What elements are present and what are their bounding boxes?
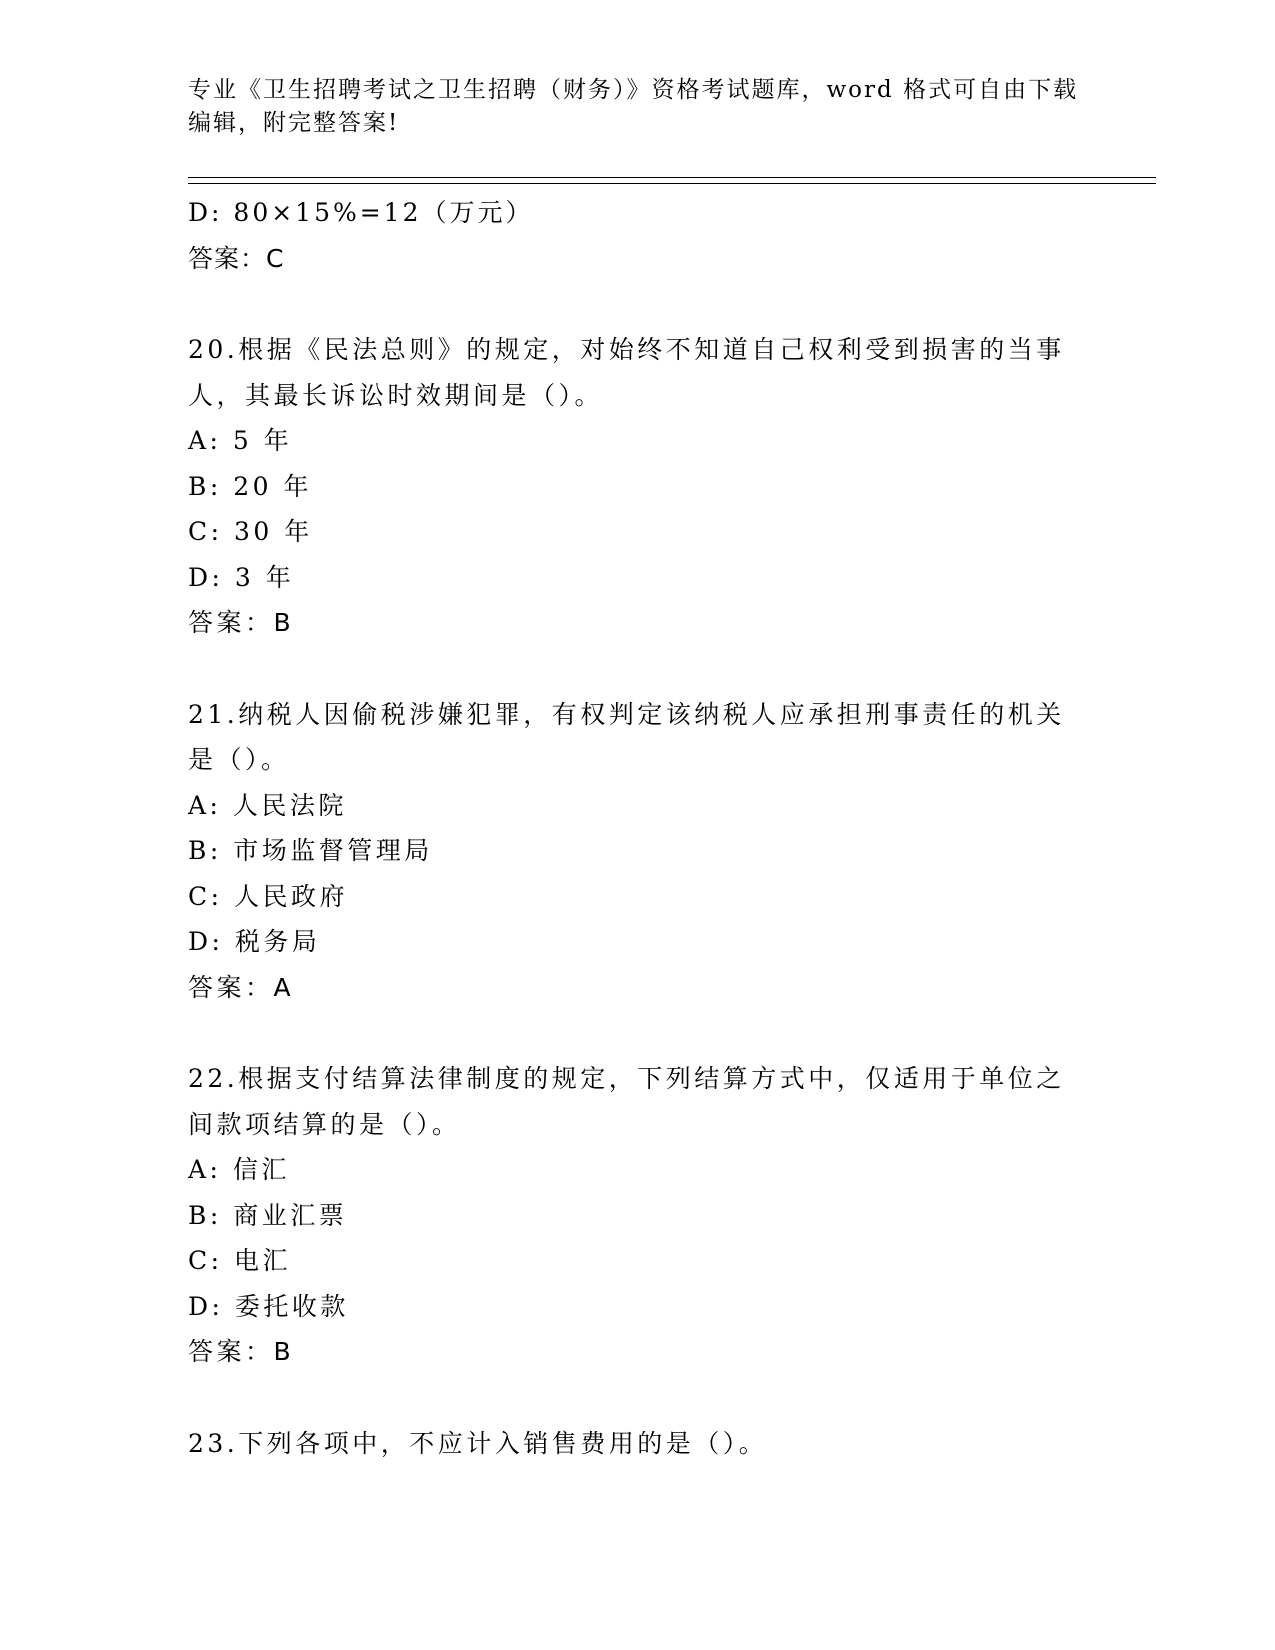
- option-d: D: 税务局: [188, 927, 321, 956]
- document-header: [188, 74, 1088, 140]
- option-a: A: 信汇: [188, 1155, 290, 1184]
- question-text-line-1: 23.下列各项中，不应计入销售费用的是（）。: [188, 1428, 768, 1458]
- option-d: D: 80×15%=12（万元）: [188, 198, 534, 227]
- question-21: [188, 692, 1088, 1011]
- header-line-2: 编辑，附完整答案!: [188, 110, 400, 136]
- question-text-line-1: 20.根据《民法总则》的规定，对始终不知道自己权利受到损害的当事: [188, 335, 1065, 364]
- option-d: D: 委托收款: [188, 1291, 349, 1321]
- question-text-line-1: 22.根据支付结算法律制度的规定，下列结算方式中，仅适用于单位之: [188, 1064, 1065, 1093]
- question-text-line-1: 21.纳税人因偷税涉嫌犯罪，有权判定该纳税人应承担刑事责任的机关: [188, 699, 1065, 729]
- answer: 答案：B: [188, 1337, 295, 1366]
- option-c: C: 30 年: [188, 517, 313, 546]
- option-a: A: 人民法院: [188, 790, 347, 820]
- question-text-line-2: 间款项结算的是（）。: [188, 1109, 461, 1139]
- option-b: B: 20 年: [188, 471, 312, 501]
- option-b: B: 商业汇票: [188, 1200, 348, 1230]
- option-c: C: 电汇: [188, 1246, 291, 1275]
- header-divider-top: [188, 177, 1156, 178]
- option-c: C: 人民政府: [188, 881, 348, 911]
- option-a: A: 5 年: [188, 426, 293, 455]
- document-body: [188, 190, 1088, 1466]
- question-text-line-2: 人，其最长诉讼时效期间是（）。: [188, 380, 604, 410]
- answer: 答案：A: [188, 972, 295, 1002]
- answer: 答案：C: [188, 243, 285, 273]
- answer: 答案：B: [188, 608, 295, 637]
- header-divider-bottom: [188, 183, 1156, 184]
- previous-question-tail: [188, 190, 1088, 281]
- header-line-1: 专业《卫生招聘考试之卫生招聘（财务）》资格考试题库，word 格式可自由下载: [188, 77, 1079, 103]
- option-b: B: 市场监督管理局: [188, 836, 433, 865]
- question-23: [188, 1421, 1088, 1467]
- question-text-line-2: 是（）。: [188, 745, 290, 774]
- question-22: [188, 1056, 1088, 1375]
- question-20: [188, 327, 1088, 646]
- option-d: D: 3 年: [188, 562, 295, 592]
